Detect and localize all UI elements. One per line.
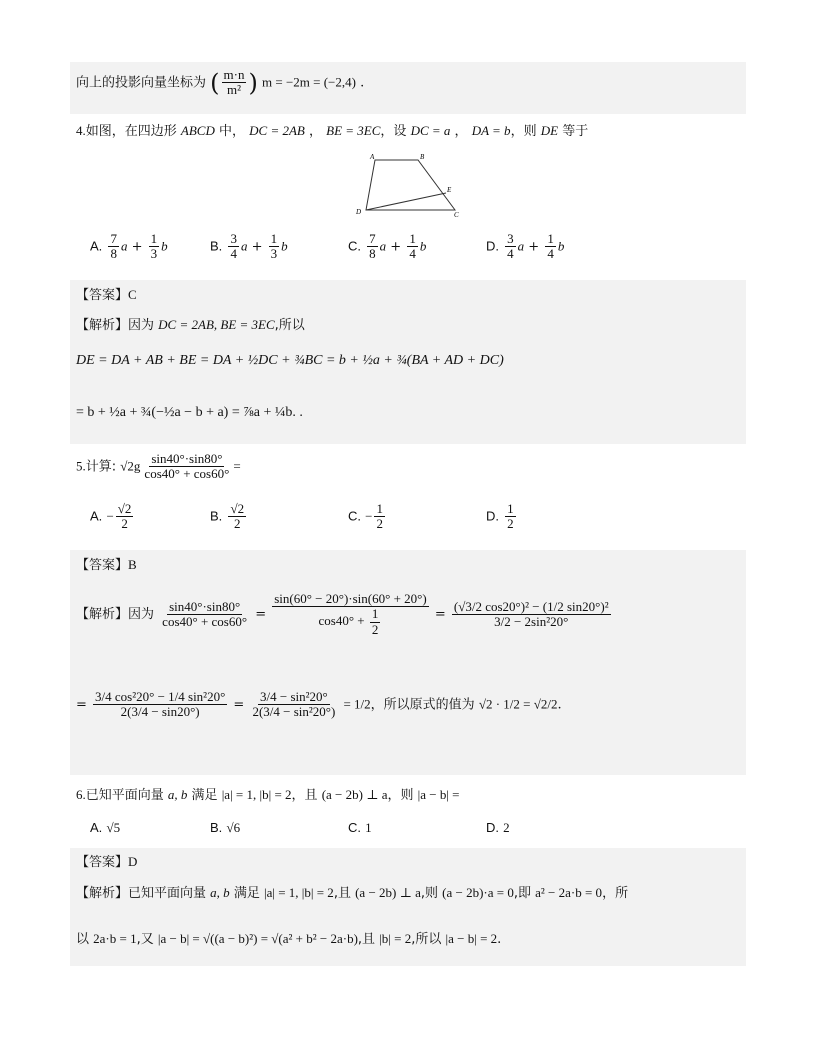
q6-a1-eq: (a − 2b)·a = 0 <box>442 885 514 900</box>
q5-l2-num-a: 3/4 cos²20° − 1/4 sin²20° <box>95 689 226 704</box>
option-sign: − <box>106 508 114 524</box>
option-label: D. <box>486 238 499 254</box>
option-label: A. <box>90 238 103 254</box>
q6-target: |a − b| = <box>417 787 460 802</box>
option-vec-2: b <box>281 238 288 254</box>
opt-den: 2 <box>376 516 383 532</box>
option-vec-1: a <box>120 238 128 254</box>
q4-let-2: DA = b <box>471 123 511 138</box>
q5-answer-tag: 【答案】 <box>76 558 129 573</box>
q5-a-num-2: sin(60° − 20°)·sin(60° + 20°) <box>274 591 427 606</box>
f2-den: 4 <box>409 246 416 262</box>
option-frac-1 <box>367 232 378 262</box>
q5-a-frac-1 <box>160 600 249 630</box>
half-frac: $\frac{1}{2}$ <box>371 606 379 637</box>
f1-den: 4 <box>230 246 237 262</box>
option-value: √5 <box>106 820 121 835</box>
q5-fraction <box>142 452 231 482</box>
q6-a1-text6: ，所 <box>602 886 629 901</box>
fig-label-b: B <box>420 153 425 161</box>
option-value: 1 <box>365 820 372 835</box>
q4-text-5: 等于 <box>562 124 589 139</box>
option-vec-2: b <box>419 238 427 254</box>
option-vec-1: a <box>379 238 387 254</box>
option-frac-2 <box>269 232 280 262</box>
q6-a1-text4: ,则 <box>420 886 438 901</box>
q5-l2-den-b: 2(3/4 − sin²20°) <box>252 704 336 720</box>
q6-a1-cond: |a| = 1, |b| = 2 <box>263 885 334 900</box>
option-frac <box>505 502 516 532</box>
q6-a1-text1: 已知平面向量 <box>128 886 207 901</box>
option-label: D. <box>486 508 499 524</box>
q5-a-den-1: cos40° + cos60° <box>162 613 248 629</box>
q4-analysis-tag: 【解析】 <box>76 318 129 333</box>
option-value: √6 <box>226 820 241 835</box>
q6-answer-line <box>76 851 137 870</box>
q5-l2-frac-b <box>250 690 337 720</box>
q6-a2-eq2: |a − b| = √((a − b)²) = √(a² + b² − 2a·b) <box>157 931 358 946</box>
option-vec-1: a <box>517 238 525 254</box>
q6-a2-text2: ,又 <box>136 932 154 947</box>
q4-stem: 4.如图，在四边形 ABCD 中， DC = 2AB ， BE = 3EC，设 DC = a ， DA = b，则 DE 等于 <box>76 123 589 139</box>
q4-analysis-1: 因为 <box>128 318 155 333</box>
option-frac-2 <box>149 232 160 262</box>
option-frac-2 <box>407 232 418 262</box>
q5-l2-den-a: 2(3/4 − sin20°) <box>120 704 200 720</box>
option-frac-1 <box>108 232 119 262</box>
q6-text-3: ，且 <box>291 788 318 803</box>
option-vec-2: b <box>557 238 565 254</box>
q4-option-b: B. $\frac{3}{4}$ a + $\frac{1}{3}$ b <box>210 231 288 262</box>
f1-num: 7 <box>110 231 117 246</box>
q4-quad: ABCD <box>180 123 215 138</box>
q5-option-b <box>210 502 248 532</box>
q6-text-4: ，则 <box>387 788 414 803</box>
q5-end: . <box>557 697 562 713</box>
q4-cond-1: DC = 2AB <box>249 123 305 138</box>
q6-text-1: 已知平面向量 <box>85 788 164 803</box>
q4-text-1: 如图，在四边形 <box>85 124 177 139</box>
q4-let-1: DC = a <box>410 123 451 138</box>
q6-option-c <box>348 820 372 836</box>
option-label: C. <box>348 820 361 835</box>
opt-num: 1 <box>376 501 383 516</box>
q6-a1-text2: 满足 <box>233 886 260 901</box>
q5-a-den-2 <box>317 607 385 637</box>
q4-option-d: D. $\frac{3}{4}$ a + $\frac{1}{4}$ b <box>486 231 565 262</box>
q5-answer-bg <box>70 550 746 775</box>
q5-answer-line <box>76 554 137 573</box>
f2-den: 3 <box>150 246 158 262</box>
q4-analysis-cond: DC = 2AB, BE = 3EC <box>158 317 275 332</box>
option-label: A. <box>90 820 103 835</box>
q4-text-4: ，则 <box>510 124 537 139</box>
q6-text-2: 满足 <box>191 788 218 803</box>
f2-num: 1 <box>409 231 416 246</box>
q6-a2-eq3: |b| = 2 <box>379 931 412 946</box>
option-frac <box>116 502 134 532</box>
q6-answer: D <box>128 854 138 869</box>
option-frac <box>228 502 246 532</box>
option-frac-1 <box>228 232 239 262</box>
option-value: 2 <box>503 820 510 835</box>
q5-analysis-line-2: = $\frac{\text{3/4 cos²20° − 1/4 sin²20°}}{2(3/4 - \sin 20^\circ)}$ = $\frac{\text{3/4 − sin²20°}}{\text{2(3/4 − sin²20°)}}$ = 1/2，所以原式的值为 √2 · 1/2 = √2/2. <box>76 689 562 720</box>
opt-den: 2 <box>507 516 514 532</box>
q4-answer-line <box>76 284 137 303</box>
option-frac-1 <box>505 232 516 262</box>
top-prefix: 向上的投影向量坐标为 <box>76 75 207 91</box>
q6-a2-text4: ,所以 <box>411 932 442 947</box>
option-frac <box>374 502 385 532</box>
q6-a2-eq1: 2a·b = 1 <box>93 931 137 946</box>
option-vec-1: a <box>240 238 248 254</box>
q6-a1-vecs: a, b <box>210 885 230 900</box>
f2-num: 1 <box>547 231 554 246</box>
opt-den: 2 <box>234 516 241 532</box>
q4-cond-2: BE = 3EC <box>326 123 381 138</box>
q6-analysis-tag: 【解析】 <box>76 886 129 901</box>
q4-number: 4. <box>76 123 86 138</box>
f1-num: 3 <box>507 231 514 246</box>
q6-answer-tag: 【答案】 <box>76 855 129 870</box>
q6-a2-text1: 以 <box>76 932 90 947</box>
q5-a-frac-3 <box>452 600 611 630</box>
option-frac-2 <box>545 232 556 262</box>
projection-fraction: $\frac{m\cdot n}{\text{m²}}$ <box>223 67 245 98</box>
q5-option-d <box>486 502 518 532</box>
f2-den: 3 <box>270 246 278 262</box>
f2-num: 1 <box>270 231 278 246</box>
q5-analysis-line-1: 【解析】因为 $\frac{\sin 40^\circ\cdot\sin 80^\circ}{\cos 40^\circ + \cos 60^\circ}$ = sin(60° − 20°)·sin(60° + 20°) cos40° + $\frac{1}{2}$ = $\frac{\text{(√3/2 cos20°)² − (1/2 sin20°)²}}{\text{3/2 − 2sin²20°}}$ <box>76 591 609 637</box>
q5-a-num-3-right: 1/2 sin20° <box>547 598 601 614</box>
q6-a2-end: . <box>497 932 502 947</box>
option-label: B. <box>210 508 223 524</box>
opt-num: √2 <box>117 501 132 516</box>
q6-a1-text3: ,且 <box>333 886 351 901</box>
q6-analysis-line-1 <box>76 882 628 901</box>
q5-a-den-2-pre: cos40° + <box>318 613 365 629</box>
f2-den: 4 <box>547 246 554 262</box>
q4-option-a: A. $\frac{7}{8}$ a + $\frac{1}{3}$ b <box>90 231 168 262</box>
q5-answer: B <box>128 557 137 572</box>
q6-vecs: a, b <box>167 787 188 802</box>
q6-a2-text3: ,且 <box>357 932 376 947</box>
q5-text: 计算: <box>85 459 117 475</box>
q5-analysis-tag: 【解析】 <box>76 606 129 622</box>
q5-number: 5. <box>76 458 86 474</box>
f1-den: 8 <box>110 246 117 262</box>
option-label: A. <box>90 508 103 524</box>
q4-line-3: = b + ½a + ¾(−½a − b + a) = ⅞a + ¼b. . <box>76 405 303 420</box>
q5-a-num-3: (√3/2 cos20°)² − (1/2 sin20°)² <box>453 598 609 614</box>
opt-num: 1 <box>507 501 514 516</box>
q6-analysis-line-2 <box>76 928 501 947</box>
f1-num: 7 <box>369 231 376 246</box>
q4-text-2: 中， <box>219 124 246 139</box>
q5-a-den-3: 3/2 − 2sin²20° <box>494 613 569 629</box>
opt-den: 2 <box>121 516 128 532</box>
top-end: . <box>360 75 365 91</box>
option-sign: − <box>365 508 373 524</box>
f1-den: 4 <box>507 246 514 262</box>
q6-a1-perp: (a − 2b) ⊥ a <box>355 885 421 900</box>
paren-open: ( <box>210 68 220 97</box>
fig-label-c: C <box>454 211 459 219</box>
quadrilateral-figure <box>350 150 466 220</box>
q5-l2-num-b: 3/4 − sin²20° <box>260 689 328 704</box>
q4-option-c: C. $\frac{7}{8}$ a + $\frac{1}{4}$ b <box>348 231 427 262</box>
q6-stem <box>76 784 460 803</box>
q4-target: DE <box>540 123 559 138</box>
option-label: B. <box>210 820 223 835</box>
q5-eq: = <box>233 458 241 474</box>
fig-label-d: D <box>356 208 362 216</box>
option-label: D. <box>486 820 499 835</box>
q6-option-a <box>90 820 120 836</box>
q5-num: sin40°·sin80° <box>151 451 223 466</box>
q5-den: cos40° + cos60° <box>144 466 230 482</box>
q5-a-frac-2 <box>272 592 428 637</box>
q6-cond: |a| = 1, |b| = 2 <box>221 787 292 802</box>
q5-expr-pre: √2g <box>120 458 141 474</box>
q6-a1-eq2: a² − 2a·b = 0 <box>535 885 603 900</box>
q6-option-d <box>486 820 510 836</box>
q4-answer-tag: 【答案】 <box>76 288 129 303</box>
q5-a-num-3-left: √3/2 cos20° <box>458 598 521 614</box>
q4-text-3: ，设 <box>380 124 407 139</box>
option-label: C. <box>348 238 361 254</box>
q4-analysis-line-2 <box>76 352 504 369</box>
option-label: C. <box>348 508 361 524</box>
q6-a1-text5: ,即 <box>513 886 531 901</box>
q4-analysis-line-1 <box>76 314 305 333</box>
opt-num: √2 <box>230 501 245 516</box>
q5-a-num-1: sin40°·sin80° <box>169 598 241 614</box>
q6-answer-bg <box>70 848 746 966</box>
q4-analysis-line-3 <box>76 404 303 421</box>
top-formula-tail: m = −2m = (−2,4) <box>262 74 356 90</box>
q5-option-c <box>348 502 387 532</box>
f1-den: 8 <box>369 246 376 262</box>
f2-num: 1 <box>150 231 158 246</box>
q5-option-a <box>90 502 135 532</box>
option-vec-2: b <box>161 238 168 254</box>
q6-option-b <box>210 820 240 836</box>
fig-label-a: A <box>370 153 375 161</box>
paren-close: ) <box>248 68 258 97</box>
fig-label-e: E <box>447 186 452 194</box>
q5-analysis-1: 因为 <box>128 606 155 622</box>
q5-l2-frac-a <box>93 690 227 720</box>
q5-l2-result: = 1/2 <box>343 696 371 712</box>
q6-perp: (a − 2b) ⊥ a <box>321 787 388 802</box>
option-label: B. <box>210 238 223 254</box>
q4-answer: C <box>128 287 137 302</box>
q5-stem <box>76 452 241 482</box>
q5-l2-final: √2 · 1/2 = √2/2 <box>478 696 558 712</box>
q6-a2-eq4: |a − b| = 2 <box>445 931 498 946</box>
q4-line-2: DE = DA + AB + BE = DA + ½DC + ¾BC = b + ½a + ¾(BA + AD + DC) <box>76 353 504 368</box>
top-block-line <box>76 68 364 98</box>
f1-num: 3 <box>230 231 237 246</box>
q4-analysis-so: ,所以 <box>274 318 305 333</box>
q5-l2-text: ，所以原式的值为 <box>370 697 475 713</box>
q6-number: 6. <box>76 787 86 802</box>
